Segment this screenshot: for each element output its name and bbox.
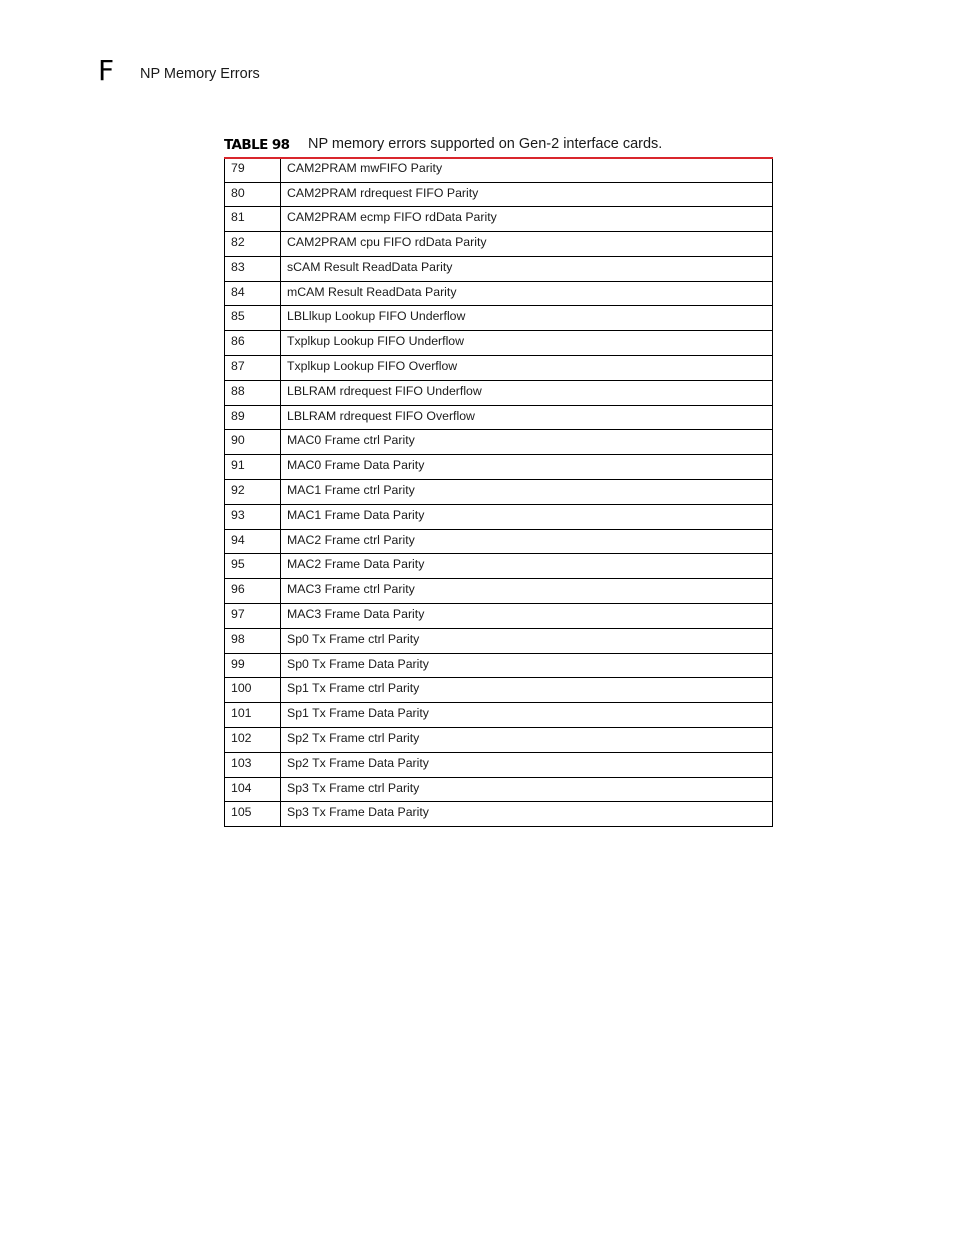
error-id-cell: 105 [225,802,281,827]
table-row [225,777,773,802]
section-title: NP Memory Errors [140,66,260,82]
table-row [225,281,773,306]
error-description-cell: LBLRAM rdrequest FIFO Underflow [281,380,773,405]
error-description-cell: MAC1 Frame ctrl Parity [281,480,773,505]
error-description-cell: Txplkup Lookup FIFO Overflow [281,356,773,381]
error-description-cell: Sp1 Tx Frame Data Parity [281,703,773,728]
table-row [225,331,773,356]
table-caption-label: TABLE 98 [224,137,290,153]
table-row [225,604,773,629]
table-row [225,703,773,728]
error-id-cell: 102 [225,728,281,753]
error-id-cell: 81 [225,207,281,232]
error-description-cell: MAC3 Frame Data Parity [281,604,773,629]
table-row [225,504,773,529]
np-memory-errors-table [224,157,773,827]
table-row [225,628,773,653]
table-row [225,356,773,381]
error-id-cell: 89 [225,405,281,430]
error-description-cell: CAM2PRAM mwFIFO Parity [281,158,773,182]
table-row [225,554,773,579]
table-caption [224,135,772,155]
table-body [225,158,773,827]
table-row [225,256,773,281]
error-id-cell: 82 [225,232,281,257]
table-row [225,207,773,232]
error-description-cell: MAC2 Frame ctrl Parity [281,529,773,554]
error-description-cell: Sp3 Tx Frame ctrl Parity [281,777,773,802]
error-description-cell: LBLlkup Lookup FIFO Underflow [281,306,773,331]
error-id-cell: 93 [225,504,281,529]
error-id-cell: 88 [225,380,281,405]
table-row [225,158,773,182]
error-id-cell: 86 [225,331,281,356]
table-row [225,380,773,405]
error-id-cell: 94 [225,529,281,554]
error-id-cell: 95 [225,554,281,579]
error-id-cell: 83 [225,256,281,281]
table-row [225,430,773,455]
error-description-cell: MAC2 Frame Data Parity [281,554,773,579]
table-row [225,728,773,753]
error-description-cell: Sp0 Tx Frame ctrl Parity [281,628,773,653]
table-row [225,579,773,604]
error-description-cell: Sp1 Tx Frame ctrl Parity [281,678,773,703]
error-description-cell: CAM2PRAM cpu FIFO rdData Parity [281,232,773,257]
error-description-cell: Sp3 Tx Frame Data Parity [281,802,773,827]
error-description-cell: LBLRAM rdrequest FIFO Overflow [281,405,773,430]
error-description-cell: sCAM Result ReadData Parity [281,256,773,281]
table-row [225,455,773,480]
table-row [225,405,773,430]
table-caption-text: NP memory errors supported on Gen-2 interface cards. [308,136,663,152]
error-id-cell: 80 [225,182,281,207]
error-id-cell: 99 [225,653,281,678]
appendix-letter: F [98,54,115,87]
error-id-cell: 79 [225,158,281,182]
error-id-cell: 104 [225,777,281,802]
error-description-cell: CAM2PRAM rdrequest FIFO Parity [281,182,773,207]
error-description-cell: MAC0 Frame Data Parity [281,455,773,480]
error-id-cell: 96 [225,579,281,604]
error-description-cell: Sp2 Tx Frame Data Parity [281,752,773,777]
table-row [225,752,773,777]
error-description-cell: CAM2PRAM ecmp FIFO rdData Parity [281,207,773,232]
error-id-cell: 98 [225,628,281,653]
table-row [225,182,773,207]
error-id-cell: 85 [225,306,281,331]
error-description-cell: MAC0 Frame ctrl Parity [281,430,773,455]
error-description-cell: Txplkup Lookup FIFO Underflow [281,331,773,356]
error-id-cell: 92 [225,480,281,505]
error-description-cell: MAC1 Frame Data Parity [281,504,773,529]
error-id-cell: 103 [225,752,281,777]
error-description-cell: mCAM Result ReadData Parity [281,281,773,306]
error-description-cell: Sp2 Tx Frame ctrl Parity [281,728,773,753]
error-id-cell: 101 [225,703,281,728]
table-row [225,802,773,827]
error-description-cell: MAC3 Frame ctrl Parity [281,579,773,604]
error-id-cell: 91 [225,455,281,480]
table-row [225,480,773,505]
table-row [225,232,773,257]
error-id-cell: 100 [225,678,281,703]
table-row [225,529,773,554]
error-id-cell: 84 [225,281,281,306]
table-row [225,678,773,703]
error-description-cell: Sp0 Tx Frame Data Parity [281,653,773,678]
table-row [225,653,773,678]
error-id-cell: 87 [225,356,281,381]
error-id-cell: 90 [225,430,281,455]
error-id-cell: 97 [225,604,281,629]
table-row [225,306,773,331]
